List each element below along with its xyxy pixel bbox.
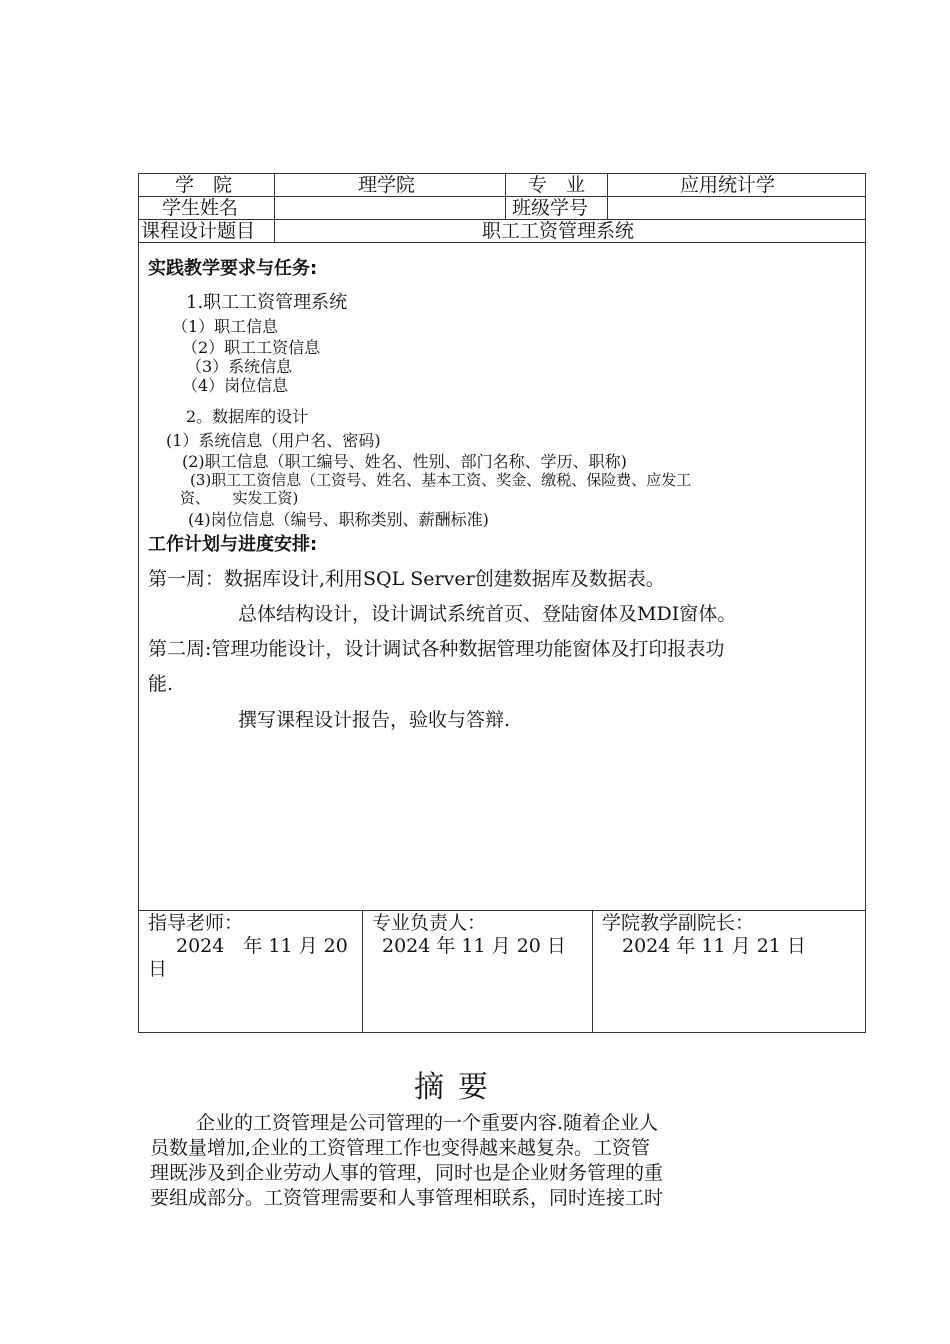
table-right-border: [865, 173, 866, 1033]
abstract-line: 要组成部分。工资管理需要和人事管理相联系，同时连接工时: [150, 1187, 664, 1209]
requirement-sub: （2）职工工资信息: [182, 338, 321, 357]
col-divider: [362, 910, 363, 1033]
advisor-date-suffix: 日: [148, 958, 168, 980]
col-divider: [274, 173, 275, 243]
abstract-line: 理既涉及到企业劳动人事的管理，同时也是企业财务管理的重: [150, 1162, 664, 1184]
col-divider: [607, 173, 608, 220]
database-sub: (3)职工工资信息（工资号、姓名、基本工资、奖金、缴税、保险费、应发工: [190, 471, 692, 489]
major-head-date: 2024 年 11 月 20 日: [382, 935, 566, 957]
col-divider: [505, 173, 506, 220]
advisor-label: 指导老师：: [148, 912, 244, 934]
row-divider: [138, 242, 866, 243]
plan-line: 撰写课程设计报告，验收与答辩.: [238, 709, 511, 731]
advisor-date: 2024 年 11 月 20: [176, 935, 348, 957]
database-sub: (1）系统信息（用户名、密码): [166, 431, 381, 450]
vice-dean-label: 学院教学副院长：: [602, 912, 755, 934]
college-label: 学 院: [175, 174, 233, 196]
requirement-sub: （4）岗位信息: [182, 376, 289, 395]
requirement-item-1: 1.职工工资管理系统: [186, 292, 348, 313]
major-head-label: 专业负责人：: [372, 912, 487, 934]
college-value: 理学院: [358, 174, 416, 196]
requirement-sub: （1）职工信息: [172, 317, 279, 336]
plan-line: 总体结构设计，设计调试系统首页、登陆窗体及MDI窗体。: [238, 603, 737, 625]
major-value: 应用统计学: [680, 174, 776, 196]
plan-line: 能.: [148, 673, 174, 695]
requirement-sub: （3）系统信息: [186, 357, 293, 376]
plan-line: 第一周：数据库设计,利用SQL Server创建数据库及数据表。: [148, 568, 665, 590]
plan-line: 第二周:管理功能设计，设计调试各种数据管理功能窗体及打印报表功: [148, 638, 725, 660]
row-divider: [138, 910, 866, 911]
major-label: 专 业: [528, 174, 586, 196]
topic-value: 职工工资管理系统: [482, 220, 635, 242]
class-number-label: 班级学号: [512, 197, 589, 219]
table-left-border: [138, 173, 139, 1033]
abstract-title: 摘要: [414, 1070, 502, 1105]
table-bottom-border: [138, 1032, 866, 1033]
col-divider: [592, 910, 593, 1033]
topic-label: 课程设计题目: [141, 220, 256, 242]
database-sub: (2)职工信息（职工编号、姓名、性别、部门名称、学历、职称): [182, 452, 627, 471]
requirement-item-2: 2。数据库的设计: [186, 407, 309, 426]
row-divider: [138, 196, 866, 197]
abstract-line: 企业的工资管理是公司管理的一个重要内容.随着企业人: [196, 1112, 659, 1134]
plan-heading: 工作计划与进度安排:: [148, 534, 318, 555]
database-sub: (4)岗位信息（编号、职称类别、薪酬标准): [188, 510, 489, 529]
abstract-line: 员数量增加,企业的工资管理工作也变得越来越复杂。工资管: [150, 1137, 651, 1159]
database-sub: 资、 实发工资): [180, 489, 299, 507]
student-name-label: 学生姓名: [162, 197, 239, 219]
vice-dean-date: 2024 年 11 月 21 日: [622, 935, 806, 957]
requirements-heading: 实践教学要求与任务:: [148, 258, 318, 279]
